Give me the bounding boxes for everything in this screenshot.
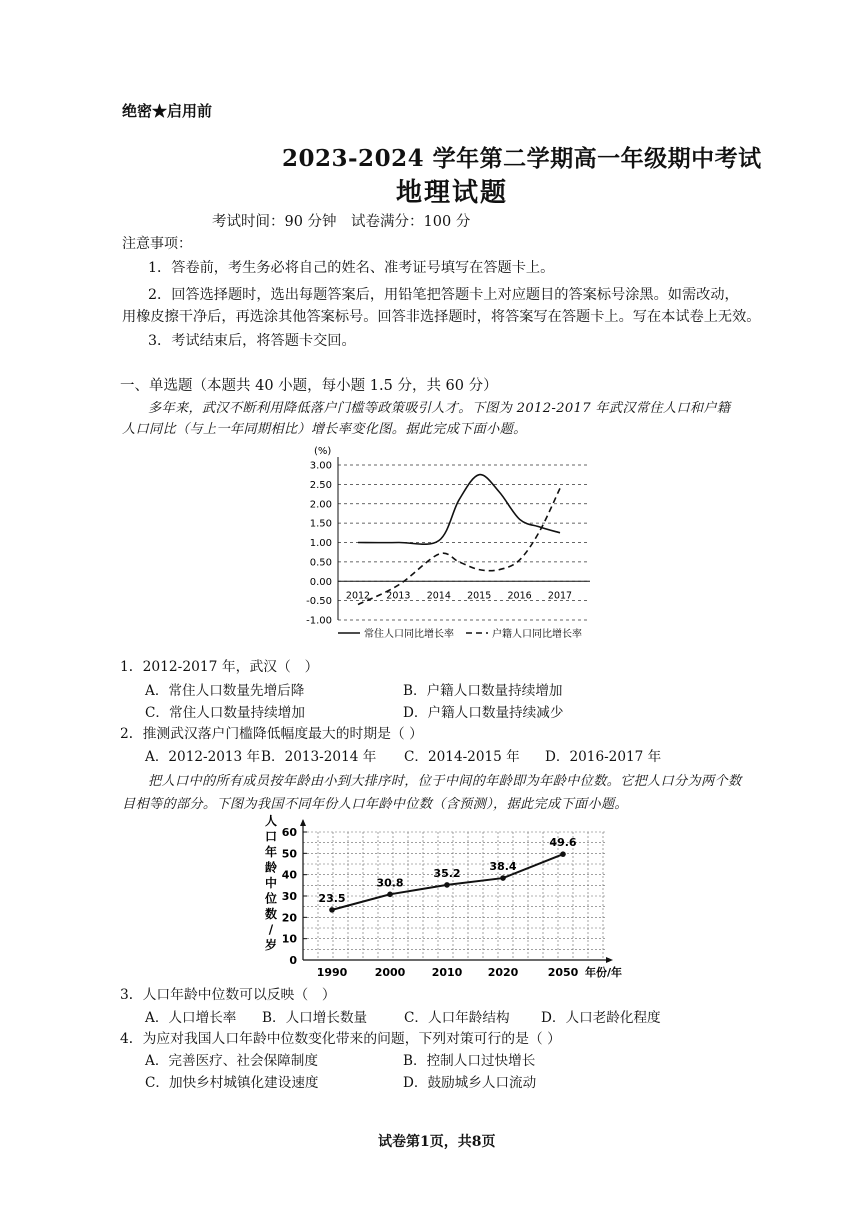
q4-option-d[interactable]: D．鼓励城乡人口流动	[403, 1075, 537, 1091]
y-tick-label: 20	[281, 911, 297, 925]
x-tick-label: 2016	[507, 590, 532, 602]
note-item: 3．考试结束后，将答题卡交回。	[148, 333, 356, 349]
y-axis-label-char: 人	[264, 814, 278, 828]
x-tick-label: 2012	[345, 590, 371, 602]
growth-rate-chart	[290, 440, 610, 645]
series-line	[358, 475, 560, 545]
data-label: 35.2	[433, 866, 461, 880]
question-2-stem: 2．推测武汉落户门槛降低幅度最大的时期是（ ）	[120, 726, 423, 742]
intro-line: 目相等的部分。下图为我国不同年份人口年龄中位数（含预测），据此完成下面小题。	[122, 797, 628, 812]
x-tick-label: 1990	[316, 966, 348, 979]
x-tick-label: 2015	[467, 590, 492, 602]
q2-option-d[interactable]: D．2016-2017 年	[545, 749, 662, 765]
q1-option-a[interactable]: A．常住人口数量先增后降	[145, 683, 305, 699]
confidential-mark: 绝密★启用前	[122, 102, 213, 120]
y-axis-unit: (%)	[314, 446, 332, 457]
y-axis-arrow	[300, 819, 306, 826]
y-tick-label: -0.50	[306, 596, 332, 608]
q1-option-b[interactable]: B．户籍人口数量持续增加	[403, 683, 563, 699]
data-point	[560, 851, 566, 857]
x-tick-label: 2010	[431, 966, 463, 979]
intro-line: 人口同比（与上一年同期相比）增长率变化图。据此完成下面小题。	[122, 422, 527, 437]
q3-option-b[interactable]: B．人口增长数量	[262, 1010, 368, 1026]
y-tick-label: 10	[281, 932, 297, 946]
subject-title: 地理试题	[396, 178, 509, 208]
q3-option-a[interactable]: A．人口增长率	[145, 1010, 237, 1026]
data-point	[387, 891, 393, 897]
page-number: 试卷第1页，共8页	[378, 1134, 496, 1150]
series-line	[358, 488, 560, 604]
q2-option-b[interactable]: B．2013-2014 年	[261, 749, 377, 765]
x-tick-label: 2050	[547, 966, 579, 979]
y-axis-label-char: 中	[264, 876, 278, 890]
note-item: 用橡皮擦干净后，再选涂其他答案标号。回答非选择题时，将答案写在答题卡上。写在本试卷上无效。	[122, 309, 761, 325]
intro-line: 多年来，武汉不断利用降低落户门槛等政策吸引人才。下图为 2012-2017 年武汉常住人口和户籍	[148, 401, 731, 416]
question-3-stem: 3．人口年龄中位数可以反映（ ）	[120, 987, 336, 1003]
legend-label: 常住人口同比增长率	[364, 629, 454, 640]
series-line	[332, 854, 563, 910]
y-tick-label: 50	[281, 847, 297, 861]
y-tick-label: 40	[281, 868, 297, 882]
q2-option-c[interactable]: C．2014-2015 年	[404, 749, 520, 765]
question-4-stem: 4．为应对我国人口年龄中位数变化带来的问题，下列对策可行的是（ ）	[120, 1031, 561, 1047]
x-tick-label: 2020	[487, 966, 519, 979]
q4-option-a[interactable]: A．完善医疗、社会保障制度	[145, 1053, 318, 1069]
y-tick-label: 2.00	[309, 499, 332, 511]
y-axis-label-char: 岁	[264, 938, 278, 952]
note-item: 1．答卷前，考生务必将自己的姓名、准考证号填写在答题卡上。	[148, 260, 555, 276]
x-tick-label: 2013	[386, 590, 411, 602]
data-point	[329, 907, 335, 913]
median-age-chart	[255, 812, 640, 984]
data-label: 30.8	[376, 876, 404, 890]
y-axis-label-char: /	[268, 922, 274, 937]
q3-option-d[interactable]: D．人口老龄化程度	[541, 1010, 661, 1026]
exam-title: 2023-2024 学年第二学期高一年级期中考试	[282, 145, 762, 172]
x-axis-arrow	[606, 957, 613, 963]
y-axis-label-char: 数	[264, 907, 278, 921]
x-axis-label: 年份/年	[585, 966, 623, 979]
y-tick-label: 30	[281, 890, 297, 903]
y-axis-label-char: 位	[264, 891, 278, 906]
data-label: 23.5	[318, 891, 346, 905]
y-tick-label: 1.00	[309, 538, 332, 549]
y-tick-label: 0	[289, 954, 297, 967]
x-tick-label: 2000	[374, 966, 406, 979]
data-label: 49.6	[549, 836, 577, 850]
legend-label: 户籍人口同比增长率	[492, 629, 582, 640]
data-label: 38.4	[489, 860, 517, 874]
y-tick-label: 1.50	[309, 518, 332, 530]
data-point	[500, 875, 506, 881]
y-tick-label: 0.50	[309, 557, 332, 569]
y-tick-label: -1.00	[306, 615, 332, 627]
note-item: 2．回答选择题时，选出每题答案后，用铅笔把答题卡上对应题目的答案标号涂黑。如需改动，	[148, 287, 739, 303]
q2-option-a[interactable]: A．2012-2013 年	[145, 749, 261, 765]
question-1-stem: 1．2012-2017 年，武汉（ ）	[120, 659, 319, 675]
q4-option-c[interactable]: C．加快乡村城镇化建设速度	[145, 1075, 319, 1091]
q1-option-c[interactable]: C．常住人口数量持续增加	[145, 705, 305, 721]
y-tick-label: 2.50	[309, 479, 332, 491]
notes-heading: 注意事项：	[122, 236, 192, 252]
x-tick-label: 2014	[426, 590, 451, 602]
y-axis-label-char: 龄	[264, 860, 278, 875]
y-axis-label-char: 年	[264, 845, 278, 859]
y-tick-label: 0.00	[309, 576, 332, 588]
q4-option-b[interactable]: B．控制人口过快增长	[403, 1053, 536, 1069]
section-heading: 一、单选题（本题共 40 小题，每小题 1.5 分，共 60 分）	[120, 378, 498, 394]
intro-line: 把人口中的所有成员按年龄由小到大排序时，位于中间的年龄即为年龄中位数。它把人口分为两个数	[148, 774, 742, 789]
x-tick-label: 2017	[547, 590, 573, 602]
y-tick-label: 3.00	[309, 460, 332, 472]
y-axis-label-char: 口	[264, 829, 278, 844]
exam-info: 考试时间：90 分钟 试卷满分：100 分	[212, 214, 471, 230]
q3-option-c[interactable]: C．人口年龄结构	[404, 1010, 510, 1026]
q1-option-d[interactable]: D．户籍人口数量持续减少	[403, 705, 564, 721]
data-point	[444, 882, 450, 888]
y-tick-label: 60	[281, 826, 297, 839]
